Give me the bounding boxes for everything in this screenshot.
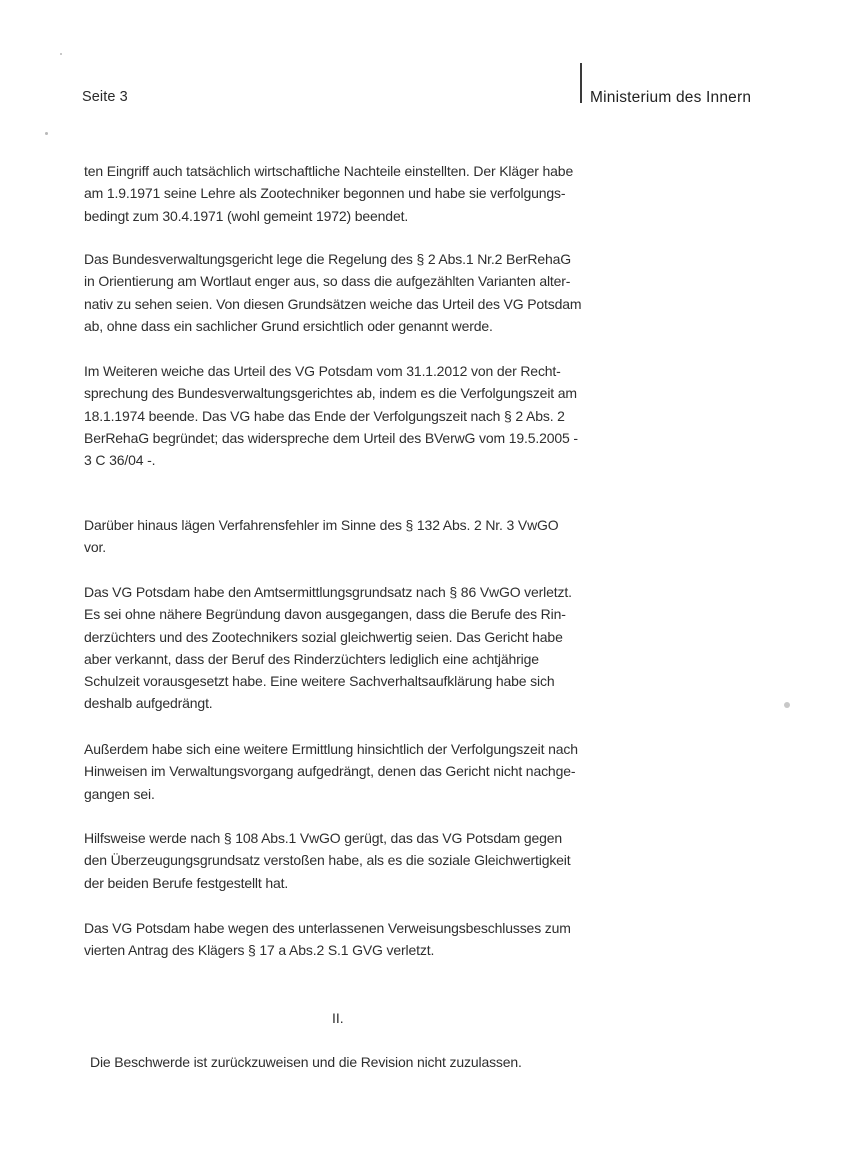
text-line: den Überzeugungsgrundsatz verstoßen habe, als es die soziale Gleichwertigkeit [84, 852, 571, 869]
paragraph-5 [84, 581, 584, 715]
text-line: aber verkannt, dass der Beruf des Rinderzüchters lediglich eine achtjährige [84, 650, 539, 667]
text-line: Hinweisen im Verwaltungsvorgang aufgedrängt, denen das Gericht nicht nachge- [84, 763, 576, 780]
text-line: Die Beschwerde ist zurückzuweisen und die Revision nicht zuzulassen. [90, 1054, 522, 1070]
text-line: vierten Antrag des Klägers § 17 a Abs.2 S.1 GVG verletzt. [84, 942, 435, 959]
paragraph-1 [84, 160, 584, 227]
text-line: Außerdem habe sich eine weitere Ermittlung hinsichtlich der Verfolgungszeit nach [84, 741, 578, 757]
text-line: am 1.9.1971 seine Lehre als Zootechniker begonnen und habe sie verfolgungs- [84, 185, 566, 202]
text-line: Im Weiteren weiche das Urteil des VG Potsdam vom 31.1.2012 von der Recht- [84, 363, 561, 379]
text-line: nativ zu sehen seien. Von diesen Grundsätzen weiche das Urteil des VG Potsdam [84, 295, 582, 312]
text-line: Das Bundesverwaltungsgericht lege die Regelung des § 2 Abs.1 Nr.2 BerRehaG [84, 251, 571, 267]
paragraph-3 [84, 360, 584, 471]
paragraph-2 [84, 248, 584, 337]
header-divider [580, 63, 582, 103]
paragraph-7 [84, 827, 584, 894]
text-line: Es sei ohne nähere Begründung davon ausgegangen, dass die Berufe des Rin- [84, 606, 566, 623]
text-line: sprechung des Bundesverwaltungsgerichtes ab, indem es die Verfolgungszeit am [84, 385, 577, 402]
text-line: Darüber hinaus lägen Verfahrensfehler im Sinne des § 132 Abs. 2 Nr. 3 VwGO [84, 517, 559, 533]
text-line: bedingt zum 30.4.1971 (wohl gemeint 1972) beendet. [84, 207, 409, 224]
scan-speck [45, 132, 48, 135]
ministry-name: Ministerium des Innern [590, 89, 752, 106]
paragraph-6 [84, 738, 584, 805]
text-line: Schulzeit vorausgesetzt habe. Eine weitere Sachverhaltsaufklärung habe sich [84, 673, 555, 690]
page-number: Seite 3 [82, 89, 128, 105]
scan-speck [784, 702, 790, 708]
text-line: BerRehaG begründet; das widerspreche dem Urteil des BVerwG vom 19.5.2005 - [84, 429, 578, 446]
paragraph-8 [84, 917, 584, 962]
decision-paragraph [90, 1051, 590, 1073]
text-line: 18.1.1974 beende. Das VG habe das Ende der Verfolgungszeit nach § 2 Abs. 2 [84, 407, 565, 424]
section-heading: II. [332, 1010, 344, 1026]
text-line: Das VG Potsdam habe den Amtsermittlungsgrundsatz nach § 86 VwGO verletzt. [84, 584, 572, 600]
text-line: Das VG Potsdam habe wegen des unterlassenen Verweisungsbeschlusses zum [84, 920, 571, 936]
text-line: derzüchters und des Zootechnikers sozial gleichwertig seien. Das Gericht habe [84, 628, 563, 645]
text-line: in Orientierung am Wortlaut enger aus, so dass die aufgezählten Varianten alter- [84, 273, 571, 290]
text-line: deshalb aufgedrängt. [84, 695, 213, 712]
text-line: gangen sei. [84, 785, 155, 802]
paragraph-4 [84, 514, 584, 559]
text-line: Hilfsweise werde nach § 108 Abs.1 VwGO gerügt, das das VG Potsdam gegen [84, 830, 563, 846]
text-line: vor. [84, 539, 106, 556]
scan-speck [60, 53, 62, 55]
text-line: ten Eingriff auch tatsächlich wirtschaftliche Nachteile einstellten. Der Kläger habe [84, 163, 574, 179]
text-line: 3 C 36/04 -. [84, 452, 156, 469]
text-line: der beiden Berufe festgestellt hat. [84, 874, 289, 891]
text-line: ab, ohne dass ein sachlicher Grund ersichtlich oder genannt werde. [84, 317, 493, 334]
